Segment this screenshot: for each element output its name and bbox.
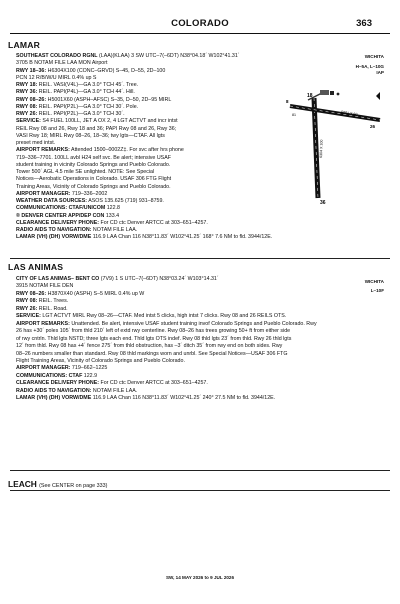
lamar-line-label: RWY 08: [16, 103, 38, 110]
lamar-line [16, 184, 171, 191]
rwy-08-26-dims: 5001 X 60 [340, 110, 358, 117]
page-number: 363 [356, 18, 372, 29]
las-animas-line [16, 373, 97, 380]
lamar-line-text: NOTAM FILE LAA. [91, 227, 138, 233]
las-animas-line [16, 306, 68, 313]
lamar-line [16, 147, 184, 154]
lamar-line-text: 122.8 [105, 205, 120, 212]
las-animas-line-label: COMMUNICATIONS: CTAF [16, 372, 83, 379]
lamar-line [16, 68, 165, 75]
lamar-line [16, 118, 178, 125]
las-animas-line-text: (7V9) 1 S UTC–7(–6DT) N38°03.24´ W103°14.31´ [99, 276, 219, 282]
lamar-line-text: REIL Rwy 08 and 26, Rwy 18 and 36; PAPI Rwy 08 and 26, Rwy 36; [16, 125, 177, 132]
las-animas-line-text: For CD ctc Denver ARTCC at 303–651–4257. [99, 380, 208, 387]
las-animas-line [16, 388, 137, 395]
lamar-line-text: REIL. PAPI(P2L)—GA 3.0° TCH 30´. [37, 111, 125, 117]
las-animas-line [16, 328, 290, 335]
lamar-line [16, 140, 55, 147]
lamar-line [16, 198, 164, 205]
lamar-line-label: WEATHER DATA SOURCES: [16, 198, 88, 204]
las-animas-line-label: RADIO AIDS TO NAVIGATION: [16, 387, 92, 394]
las-animas-line-text: 08–26 numbers smaller than standard. Rwy 08 thld markings worn and unrbl. See Special Notices—USAF 306 FTG [16, 350, 288, 357]
lamar-line-label: CLEARANCE DELIVERY PHONE: [16, 219, 99, 226]
las-animas-line-label: RWY 08: [16, 298, 38, 305]
lamar-line [16, 191, 107, 198]
las-animas-line [16, 313, 286, 320]
lamar-line-label: RWY 36: [16, 89, 38, 96]
lamar-line-text: REIL. PAPI(P4L)—GA 3.0° TCH 44´. Hill. [37, 89, 135, 96]
lamar-line-text: Training Areas, Vicinity of Colorado Springs and Pueblo Colorado. [16, 183, 171, 190]
leach-see-reference: (See CENTER on page 333) [39, 483, 108, 489]
lamar-line [16, 75, 96, 82]
lamar-line-label: SERVICE: [16, 118, 41, 125]
las-animas-line-text: 12´ from thld. Rwy 08 has +4´ fence 275´ from thld obstruction, has –3´ ditch 35´ from rwy end on both sides. Rwy [16, 343, 283, 350]
las-animas-line-text: 3915 NOTAM FILE DEN [16, 283, 74, 290]
lamar-line [16, 97, 171, 104]
las-animas-line-text: LGT ACTVT MIRL Rwy 08–26—CTAF. Med intst 5 clicks, high intst 7 clicks. Rwy 08 and 26 REILS OTS. [40, 313, 287, 320]
lamar-line-text: (LAA)(KLAA) 3 SW UTC–7(–6DT) N38°04.18´ W102°41.31´ [97, 53, 240, 59]
lamar-line [16, 89, 135, 96]
las-animas-line-text: NOTAM FILE LAA. [91, 387, 138, 394]
lamar-line [16, 162, 170, 169]
lamar-line-text: 719–336–2002 [70, 190, 108, 197]
lamar-line [16, 213, 119, 220]
diagram-background [284, 86, 384, 210]
lamar-line-label: RWY 18: [16, 82, 38, 88]
las-animas-line [16, 395, 275, 402]
lamar-line-text: Attended 1500–0002Z‡. For svc after hrs phone [69, 147, 184, 154]
header-rule [10, 33, 390, 34]
las-animas-line-text: 719–662–1225 [70, 365, 108, 372]
lamar-line-label: RWY 18–36: [16, 67, 47, 74]
las-animas-line-text: REIL. Road. [37, 305, 68, 312]
las-animas-line [16, 291, 144, 298]
lamar-line-text: preset med intst. [16, 140, 56, 146]
las-animas-line [16, 351, 287, 358]
las-animas-line [16, 276, 219, 283]
las-animas-line-label: AIRPORT REMARKS: [16, 320, 70, 327]
lamar-line-text: Notices—Aerobatic Operations in Colorado. USAF 306 FTG Flight [16, 176, 172, 183]
lamar-line-text: 116.9 LAA Chan 116 N38°11.83´ W102°41.25´ 168° 7.6 NM to fld. 3944/12E. [91, 234, 273, 241]
lamar-line [16, 133, 165, 140]
las-animas-line [16, 343, 282, 350]
leach-entry [8, 479, 107, 489]
las-animas-line-label: AIRPORT MANAGER: [16, 365, 71, 372]
lamar-line [16, 126, 176, 133]
airport-diagram [284, 86, 384, 210]
las-animas-line [16, 358, 185, 365]
lamar-line [16, 60, 107, 67]
lamar-chart-name: WICHITA [364, 54, 384, 59]
las-animas-line-text: REIL. Trees. [37, 298, 69, 305]
las-animas-line-text: H3870X40 (ASPH) S–5 MIRL 0.4% up W [46, 290, 145, 297]
lamar-line [16, 176, 171, 183]
lamar-line-label: RWY 08–26: [16, 96, 47, 103]
lamar-line [16, 104, 138, 111]
beacon-icon [337, 93, 340, 96]
state-title: COLORADO [171, 18, 229, 29]
las-animas-line [16, 298, 68, 305]
page-header [0, 18, 400, 32]
lamar-line [16, 53, 240, 60]
rwy-18-36-dims: 6304 X 100 [319, 139, 324, 159]
lamar-line-text: 3705 B NOTAM FILE LAA MON Airport [16, 60, 108, 67]
hangar [330, 91, 334, 95]
las-animas-line-text: 122.9 [82, 372, 98, 379]
lamar-chart-labels [356, 54, 384, 76]
rwy-label-8: 8 [286, 99, 289, 104]
lamar-line-text: VASI Rwy 18; MIRL Rwy 08–26, 18–36; twy lgts—CTAF. All lgts [16, 132, 165, 139]
lamar-line-text: For CD ctc Denver ARTCC at 303–651–4257. [99, 219, 208, 226]
las-animas-chart-codes: L–10F [370, 288, 384, 293]
city-heading-leach: LEACH [8, 479, 37, 489]
las-animas-line-label: RWY 08–26: [16, 290, 47, 297]
section-rule-1 [10, 258, 390, 259]
rwy-label-26: 26 [370, 124, 376, 129]
las-animas-line-text: of rwy cntrln. Thld lgts NSTD; three lgts each end. Thld lgts OTS indef. Rwy 08 thld lgts 23´ from thld. Rwy 26 thld lgts [16, 335, 292, 342]
lamar-line-label: RWY 26: [16, 111, 38, 117]
lamar-line-text: Tower 500´ AGL 4.5 mile SE unlighted. NOTE: See Special [16, 169, 155, 175]
las-animas-line [16, 283, 73, 290]
lamar-line [16, 82, 138, 89]
lamar-chart-codes: H–5A, L–10G [355, 64, 384, 69]
las-animas-line [16, 321, 317, 328]
lamar-line-text: student training in vicinity Colorado Springs and Pueblo Colorado. [16, 161, 171, 168]
lamar-line [16, 111, 125, 118]
lamar-line-label: AIRPORT REMARKS: [16, 147, 70, 154]
lamar-line-label: RADIO AIDS TO NAVIGATION: [16, 227, 92, 233]
las-animas-line [16, 380, 208, 387]
lamar-line-text: REIL. VASI(V4L)—GA 3.0° TCH 45´. Tree. [37, 82, 139, 88]
las-animas-line-text: Flight Training Areas, Vicinity of Colorado Springs and Pueblo Colorado. [16, 357, 185, 364]
las-animas-line-label: SERVICE: [16, 313, 41, 320]
lamar-line-label: SOUTHEAST COLORADO RGNL [16, 53, 98, 59]
apron [320, 90, 329, 95]
rwy-label-36: 36 [320, 200, 326, 206]
elevation-note: 81 [292, 113, 296, 117]
las-animas-line [16, 365, 107, 372]
validity-footer: SW, 14 MAY 2026 to 9 JUL 2026 [165, 575, 235, 580]
las-animas-line-label: LAMAR (VH) (DH) VORW/DME [16, 395, 92, 402]
las-animas-line [16, 336, 291, 343]
city-heading-las-animas: LAS ANIMAS [8, 262, 64, 272]
las-animas-line-text: Unattended. Be alert, intensive USAF student training invof Colorado Springs and Pueblo Colorado. Rwy [69, 320, 317, 327]
rwy-label-18: 18 [307, 93, 313, 99]
las-animas-line-label: RWY 26: [16, 305, 38, 312]
lamar-line-text: 133.4 [104, 212, 120, 219]
city-heading-lamar: LAMAR [8, 40, 41, 50]
section-rule-3 [10, 490, 390, 491]
lamar-line-label: ® DENVER CENTER APP/DEP CON [16, 212, 105, 219]
lamar-line-text: H6304X100 (CONC–GRVD) S–45, D–55, 2D–100 [46, 67, 166, 74]
lamar-iap-label: IAP [376, 70, 384, 75]
lamar-line-label: LAMAR (VH) (DH) VORW/DME [16, 234, 92, 241]
las-animas-line-label: CLEARANCE DELIVERY PHONE: [16, 380, 99, 387]
lamar-line [16, 205, 120, 212]
lamar-line-text: PCN 12 R/B/W/U MIRL 0.4% up S [16, 74, 97, 81]
las-animas-line-text: 26 has +30´ poles 105´ from thld 210´ left of extd rwy centerline. Rwy 08–26 has trees growing 50+ ft from either side [16, 328, 291, 335]
section-rule-2 [10, 470, 390, 471]
lamar-line-text: H5001X60 (ASPH–AFSC) S–35, D–50, 2D–95 MIRL [46, 96, 172, 103]
lamar-line-text: ASOS 135.625 (719) 931–8759. [87, 198, 164, 204]
las-animas-chart-name: WICHITA [364, 279, 384, 284]
lamar-line [16, 234, 272, 241]
las-animas-line-label: CITY OF LAS ANIMAS– BENT CO [16, 276, 100, 282]
lamar-line-text: REIL. PAPI(P2L)—GA 3.0° TCH 30´. Pole. [37, 103, 139, 110]
lamar-line-text: 719–336–7701. 100LL avbl H24 self svc. Be alert; intensive USAF [16, 154, 171, 161]
lamar-line-label: AIRPORT MANAGER: [16, 190, 71, 197]
lamar-line [16, 155, 171, 162]
las-animas-line-text: 116.9 LAA Chan 116 N38°11.83´ W102°41.25´ 240° 27.5 NM to fld. 3944/12E. [91, 395, 276, 402]
lamar-line-label: COMMUNICATIONS: CTAF/UNICOM [16, 205, 106, 212]
lamar-line [16, 169, 154, 176]
lamar-line [16, 227, 137, 234]
lamar-line-text: S4 FUEL 100LL, JET A OX 2, 4 LGT ACTVT and incr intst [40, 118, 178, 125]
las-animas-chart-labels [365, 279, 384, 294]
lamar-line [16, 220, 208, 227]
